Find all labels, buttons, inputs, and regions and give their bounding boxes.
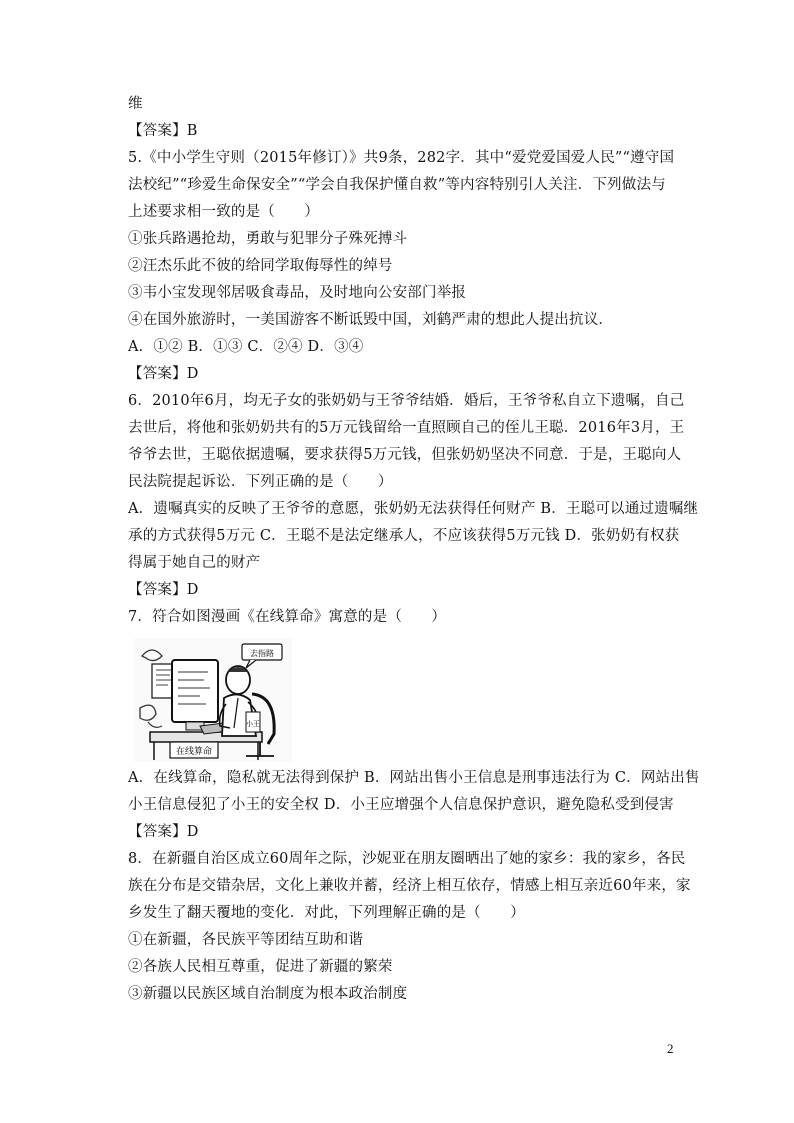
cartoon-bubble: 去指路 [250,649,274,658]
choices-line: 承的方式获得5万元 C．王聪不是法定继承人，不应该获得5万元钱 D．张奶奶有权获 [128,528,680,544]
question-7-line: 7．符合如图漫画《在线算命》寓意的是（ ） [128,609,447,625]
option-line: ④在国外旅游时，一美国游客不断诋毁中国，刘鹤严肃的想此人提出抗议． [128,312,614,328]
page-number: 2 [667,1041,674,1056]
question-8-line: 乡发生了翻天覆地的变化．对此，下列理解正确的是（ ） [128,905,525,921]
option-line: ①张兵路遇抢劫，勇敢与犯罪分子殊死搏斗 [128,231,408,247]
choices-line: 得属于她自己的财产 [128,555,261,571]
question-6-line: 民法院提起诉讼．下列正确的是（ ） [128,474,393,490]
question-5-line: 法校纪”“珍爱生命保安全”“学会自我保护懂自救”等内容特别引人关注．下列做法与 [128,177,666,193]
question-5-line: 上述要求相一致的是（ ） [128,204,320,220]
choices-line: 小王信息侵犯了小王的安全权 D．小王应增强个人信息保护意识，避免隐私受到侵害 [128,797,674,813]
answer-line: 【答案】D [128,366,199,382]
question-5-line: 5.《中小学生守则（2015年修订）》共9条，282字．其中“爱党爱国爱人民”“遵守国 [128,150,675,166]
option-line: ③韦小宝发现邻居吸食毒品，及时地向公安部门举报 [128,285,467,301]
answer-line: 【答案】B [128,123,198,139]
choices-line: A．①② B．①③ C．②④ D．③④ [128,339,364,355]
option-line: ①在新疆，各民族平等团结互助和谐 [128,932,364,948]
option-line: ②汪杰乐此不彼的给同学取侮辱性的绰号 [128,258,393,274]
answer-line: 【答案】D [128,582,199,598]
choices-line: A．遗嘱真实的反映了王爷爷的意愿，张奶奶无法获得任何财产 B．王聪可以通过遗嘱继 [128,501,699,517]
question-6-line: 6．2010年6月，均无子女的张奶奶与王爷爷结婚．婚后，王爷爷私自立下遗嘱，自己 [128,393,685,409]
choices-line: A．在线算命，隐私就无法得到保护 B．网站出售小王信息是刑事违法行为 C．网站出售 [128,770,700,786]
answer-line: 【答案】D [128,824,199,840]
cartoon-online-fortune-telling [134,638,292,762]
option-line: ③新疆以民族区域自治制度为根本政治制度 [128,986,408,1002]
cartoon-name-tag: 小王 [246,720,260,728]
question-8-line: 8．在新疆自治区成立60周年之际，沙妮亚在朋友圈晒出了她的家乡：我的家乡，各民 [128,851,686,867]
question-6-line: 爷爷去世，王聪依据遗嘱，要求获得5万元钱，但张奶奶坚决不同意．于是，王聪向人 [128,447,682,463]
cartoon-sign: 在线算命 [175,747,213,757]
question-6-line: 去世后，将他和张奶奶共有的5万元钱留给一直照顾自己的侄儿王聪．2016年3月，王 [128,420,685,436]
option-line: ②各族人民相互尊重，促进了新疆的繁荣 [128,959,393,975]
text-line: 维 [128,96,143,112]
question-8-line: 族在分布是交错杂居，文化上兼收并蓄，经济上相互依存，情感上相互亲近60年来，家 [128,878,691,894]
